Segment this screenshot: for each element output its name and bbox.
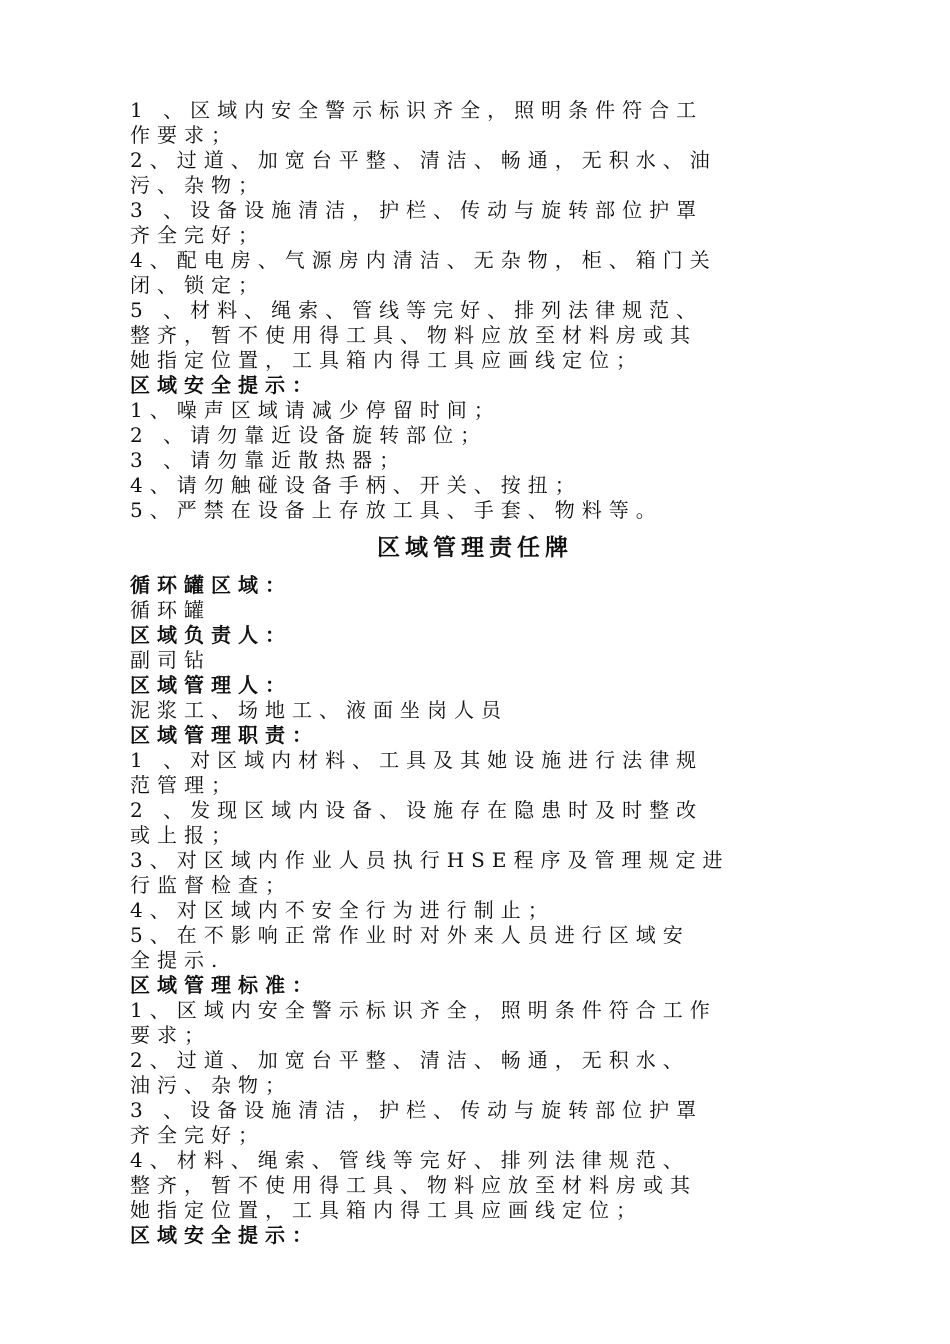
- standards-list-continued: [130, 98, 820, 373]
- manager-heading: 区域管理人：: [130, 673, 292, 697]
- text-line: 污、杂物；: [130, 173, 265, 197]
- text-line: 整齐，暂不使用得工具、物料应放至材料房或其: [130, 323, 697, 347]
- text-line: 齐全完好；: [130, 1123, 265, 1147]
- text-line: 要求；: [130, 1023, 211, 1047]
- duty-list: [130, 748, 820, 973]
- area-heading: 循环罐区域：: [130, 573, 292, 597]
- text-line: 1、噪声区域请减少停留时间；: [130, 398, 501, 422]
- text-line: 5 、材料、绳索、管线等完好、排列法律规范、: [130, 298, 704, 322]
- text-line: 4、材料、绳索、管线等完好、排列法律规范、: [130, 1148, 690, 1172]
- text-line: 2、过道、加宽台平整、清洁、畅通，无积水、: [130, 1048, 690, 1072]
- text-line: 她指定位置，工具箱内得工具应画线定位；: [130, 348, 643, 372]
- standard-list: [130, 998, 820, 1223]
- text-line: 行监督检查；: [130, 873, 292, 897]
- text-line: 5、严禁在设备上存放工具、手套、物料等。: [130, 498, 663, 522]
- manager-value: 泥浆工、场地工、液面坐岗人员: [130, 698, 508, 722]
- text-line: 1 、对区域内材料、工具及其她设施进行法律规: [130, 748, 704, 772]
- text-line: 4、对区域内不安全行为进行制止；: [130, 898, 555, 922]
- text-line: 3 、请勿靠近散热器；: [130, 448, 407, 472]
- text-line: 或上报；: [130, 823, 238, 847]
- text-line: 2 、发现区域内设备、设施存在隐患时及时整改: [130, 798, 704, 822]
- text-line: 2 、请勿靠近设备旋转部位；: [130, 423, 488, 447]
- safety-tips-heading-2: 区域安全提示：: [130, 1223, 319, 1247]
- text-line: 2、过道、加宽台平整、清洁、畅通，无积水、油: [130, 148, 717, 172]
- area-value: 循环罐: [130, 598, 211, 622]
- text-line: 1、区域内安全警示标识齐全，照明条件符合工作: [130, 998, 717, 1022]
- text-line: 作要求；: [130, 123, 238, 147]
- document-page: [130, 98, 820, 1248]
- text-line: 齐全完好；: [130, 223, 265, 247]
- standard-heading: 区域管理标准：: [130, 973, 319, 997]
- text-line: 3、对区域内作业人员执行HSE程序及管理规定进: [130, 848, 730, 872]
- text-line: 3 、设备设施清洁，护栏、传动与旋转部位护罩: [130, 198, 704, 222]
- text-line: 4、请勿触碰设备手柄、开关、按扭；: [130, 473, 582, 497]
- safety-tips-list: [130, 398, 820, 523]
- text-line: 3 、设备设施清洁，护栏、传动与旋转部位护罩: [130, 1098, 704, 1122]
- text-line: 油污、杂物；: [130, 1073, 292, 1097]
- text-line: 整齐，暂不使用得工具、物料应放至材料房或其: [130, 1173, 697, 1197]
- owner-heading: 区域负责人：: [130, 623, 292, 647]
- text-line: 闭、锁定；: [130, 273, 265, 297]
- safety-tips-heading: 区域安全提示：: [130, 373, 319, 397]
- text-line: 她指定位置，工具箱内得工具应画线定位；: [130, 1198, 643, 1222]
- text-line: 5、在不影响正常作业时对外来人员进行区域安: [130, 923, 690, 947]
- text-line: 范管理；: [130, 773, 238, 797]
- duty-heading: 区域管理职责：: [130, 723, 319, 747]
- text-line: 4、配电房、气源房内清洁、无杂物，柜、箱门关: [130, 248, 717, 272]
- text-line: 1 、区域内安全警示标识齐全，照明条件符合工: [130, 98, 704, 122]
- board-title: 区域管理责任牌: [377, 535, 573, 561]
- owner-value: 副司钻: [130, 648, 211, 672]
- text-line: 全提示.: [130, 948, 225, 972]
